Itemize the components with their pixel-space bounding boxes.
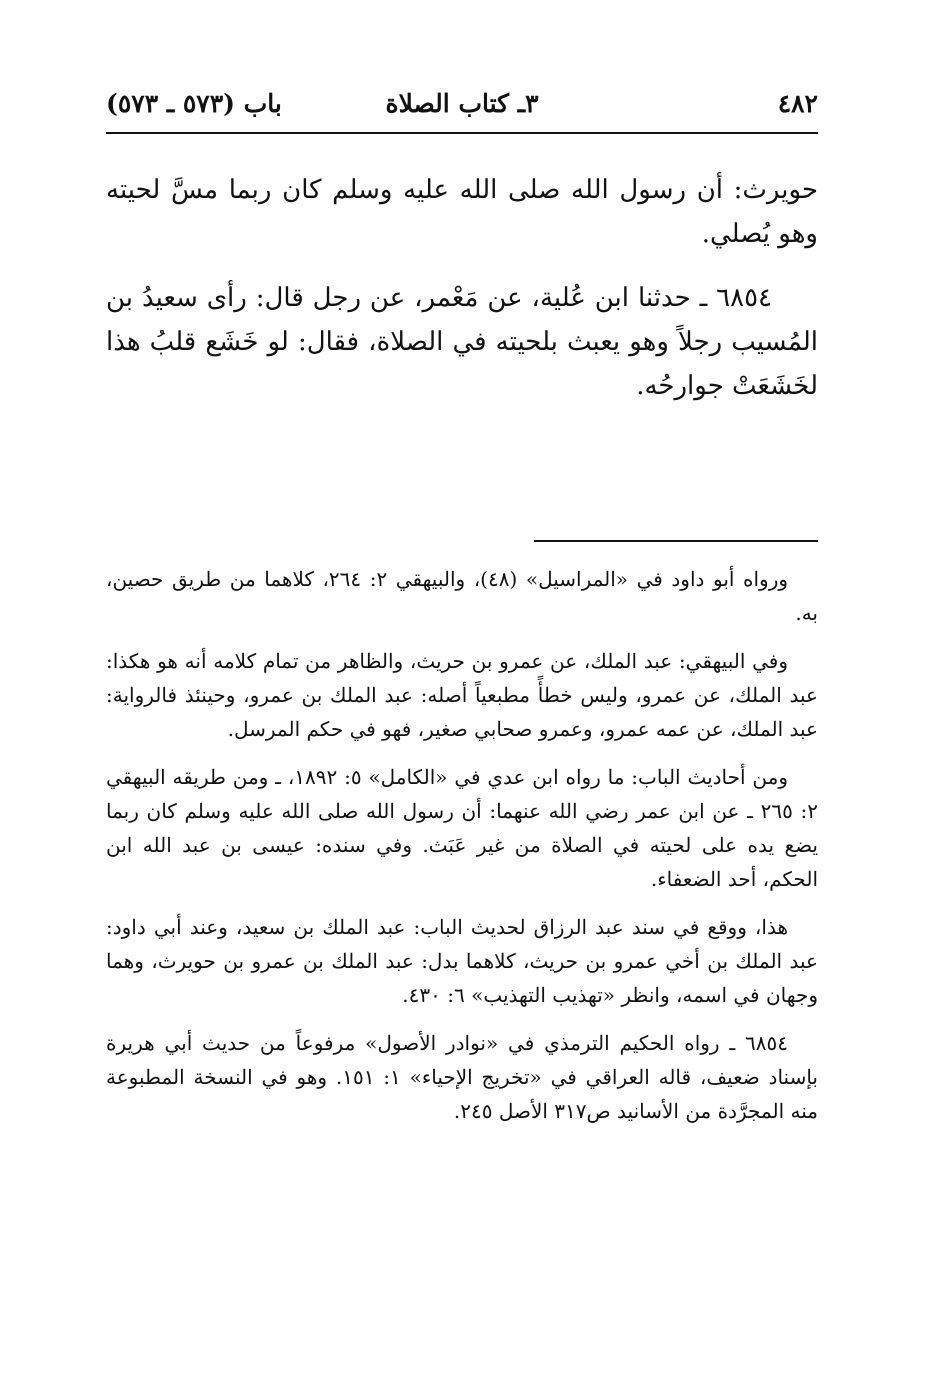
book-title: ٣ـ كتاب الصلاة: [385, 89, 539, 118]
footnote-paragraph: ٦٨٥٤ ـ رواه الحكيم الترمذي في «نوادر الأصول» مرفوعاً من حديث أبي هريرة بإسناد ضعيف، قاله العراقي في «تخريج الإحياء» ١: ١٥١. وهو في النسخة المطبوعة منه المجرَّدة من الأسانيد ص٣١٧ الأصل ٢٤٥.: [106, 1031, 818, 1123]
footnote-separator: [534, 540, 818, 542]
footnote-paragraph: وفي البيهقي: عبد الملك، عن عمرو بن حريث، والظاهر من تمام كلامه أنه هو هكذا: عبد الملك، عن عمرو، وليس خطأً مطبعياً أصله: عبد الملك بن عمرو، وحينئذ فالرواية: عبد الملك، عن عمه عمرو، وعمرو صحابي صغير، فهو في حكم المرسل.: [106, 649, 818, 741]
page-header: [106, 86, 818, 126]
footnote-paragraph: هذا، ووقع في سند عبد الرزاق لحديث الباب: عبد الملك بن سعيد، وعند أبي داود: عبد الملك بن أخي عمرو بن حريث، كلاهما بدل: عبد الملك بن عمرو بن حويرث، وهما وجهان في اسمه، وانظر «تهذيب التهذيب» ٦: ٤٣٠.: [106, 915, 818, 1007]
footnotes: [106, 562, 818, 1142]
main-paragraph: حويرث: أن رسول الله صلى الله عليه وسلم كان ربما مسَّ لحيته وهو يُصلي.: [106, 175, 818, 249]
footnote-paragraph: ورواه أبو داود في «المراسيل» (٤٨)، والبيهقي ٢: ٢٦٤، كلاهما من طريق حصين، به.: [106, 567, 818, 625]
hadith-paragraph: ٦٨٥٤ ـ حدثنا ابن عُلية، عن مَعْمر، عن رجل قال: رأى سعيدُ بن المُسيب رجلاً وهو يعبث بلحيته في الصلاة، فقال: لو خَشَع قلبُ هذا لخَشَعَتْ جوارحُه.: [106, 283, 818, 401]
header-rule: [106, 132, 818, 134]
footnote-paragraph: ومن أحاديث الباب: ما رواه ابن عدي في «الكامل» ٥: ١٨٩٢، ـ ومن طريقه البيهقي ٢: ٢٦٥ ـ عن ابن عمر رضي الله عنهما: أن رسول الله صلى الله عليه وسلم كان ربما يضع يده على لحيته في الصلاة من غير عَبَث. وفي سنده: عيسى بن عبد الله ابن الحكم، أحد الضعفاء.: [106, 765, 818, 891]
page-number: ٤٨٢: [777, 89, 818, 118]
main-text: [106, 168, 818, 428]
chapter-range: باب (٥٧٣ ـ ٥٧٣): [106, 89, 282, 118]
book-page: [106, 0, 818, 1377]
